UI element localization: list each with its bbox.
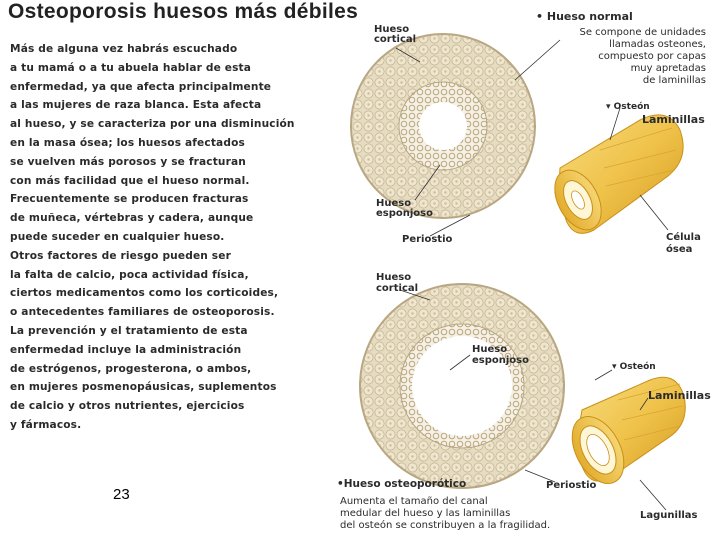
label-celula-2: ósea bbox=[666, 244, 693, 255]
label-cortical-osteo-2: cortical bbox=[376, 283, 419, 294]
page-title: Osteoporosis huesos más débiles bbox=[8, 0, 359, 23]
label-laminillas-normal: Laminillas bbox=[642, 113, 705, 126]
normal-osteon-tube bbox=[545, 115, 683, 238]
label-hueso-normal: • Hueso normal bbox=[536, 10, 633, 23]
body-line: Otros factores de riesgo pueden ser bbox=[10, 249, 231, 262]
body-line: de calcio y otros nutrientes, ejercicios bbox=[10, 400, 245, 413]
body-line: puede suceder en cualquier hueso. bbox=[10, 230, 225, 243]
label-hueso-osteoporotico: •Hueso osteoporótico bbox=[337, 478, 467, 490]
label-esponjoso-osteo-2: esponjoso bbox=[472, 355, 530, 366]
body-line: ciertos medicamentos como los corticoides, bbox=[10, 287, 279, 300]
label-esponjoso-normal-2: esponjoso bbox=[376, 208, 434, 219]
page-number: 23 bbox=[113, 486, 130, 503]
osteo-desc-2: medular del hueso y las laminillas bbox=[340, 508, 511, 519]
body-line: a tu mamá o a tu abuela hablar de esta bbox=[10, 61, 252, 74]
body-line: de estrógenos, progesterona, o ambos, bbox=[10, 362, 252, 375]
normal-desc-3: compuesto por capas bbox=[598, 51, 706, 62]
normal-desc-5: de laminillas bbox=[642, 75, 706, 86]
label-cortical-osteo-1: Hueso bbox=[376, 272, 412, 283]
body-line: enfermedad, ya que afecta principalmente bbox=[10, 80, 272, 93]
body-line: se vuelven más porosos y se fracturan bbox=[10, 155, 246, 168]
label-periostio-osteo: Periostio bbox=[546, 480, 597, 491]
osteoporotic-bone-cross-section bbox=[360, 284, 564, 488]
body-line: La prevención y el tratamiento de esta bbox=[10, 324, 248, 337]
osteo-desc-3: del osteón se constribuyen a la fragilidad. bbox=[340, 520, 551, 531]
label-laminillas-osteo: Laminillas bbox=[648, 389, 711, 402]
body-line: y fármacos. bbox=[10, 418, 82, 431]
body-line: al hueso, y se caracteriza por una disminución bbox=[10, 118, 295, 131]
label-osteon-osteo: ▾ Osteón bbox=[612, 362, 656, 372]
normal-desc-2: llamadas osteones, bbox=[609, 39, 706, 50]
body-line: Más de alguna vez habrás escuchado bbox=[10, 43, 238, 55]
body-line: en la masa ósea; los huesos afectados bbox=[10, 136, 245, 149]
label-cortical-2: cortical bbox=[374, 34, 417, 45]
body-line: o antecedentes familiares de osteoporosis. bbox=[10, 306, 275, 319]
label-celula-1: Célula bbox=[666, 232, 701, 243]
body-line: de muñeca, vértebras y cadera, aunque bbox=[10, 212, 254, 225]
normal-desc-4: muy apretadas bbox=[630, 63, 706, 74]
label-osteon-normal: ▾ Osteón bbox=[606, 102, 650, 112]
osteo-desc-1: Aumenta el tamaño del canal bbox=[340, 496, 488, 507]
body-line: la falta de calcio, poca actividad física, bbox=[10, 268, 249, 281]
label-periostio-normal: Periostio bbox=[402, 234, 453, 245]
normal-desc-1: Se compone de unidades bbox=[579, 27, 706, 38]
label-esponjoso-osteo-1: Hueso bbox=[472, 344, 508, 355]
body-line: en mujeres posmenopáusicas, suplementos bbox=[10, 381, 277, 394]
body-line: enfermedad incluye la administración bbox=[10, 343, 242, 356]
normal-bone-cross-section bbox=[351, 34, 535, 218]
label-cortical-1: Hueso bbox=[374, 24, 410, 35]
label-esponjoso-normal-1: Hueso bbox=[376, 198, 412, 209]
body-line: con más facilidad que el hueso normal. bbox=[10, 174, 250, 187]
body-line: a las mujeres de raza blanca. Esta afecta bbox=[10, 99, 262, 112]
body-line: Frecuentemente se producen fracturas bbox=[10, 193, 249, 206]
label-lagunillas: Lagunillas bbox=[640, 510, 698, 521]
